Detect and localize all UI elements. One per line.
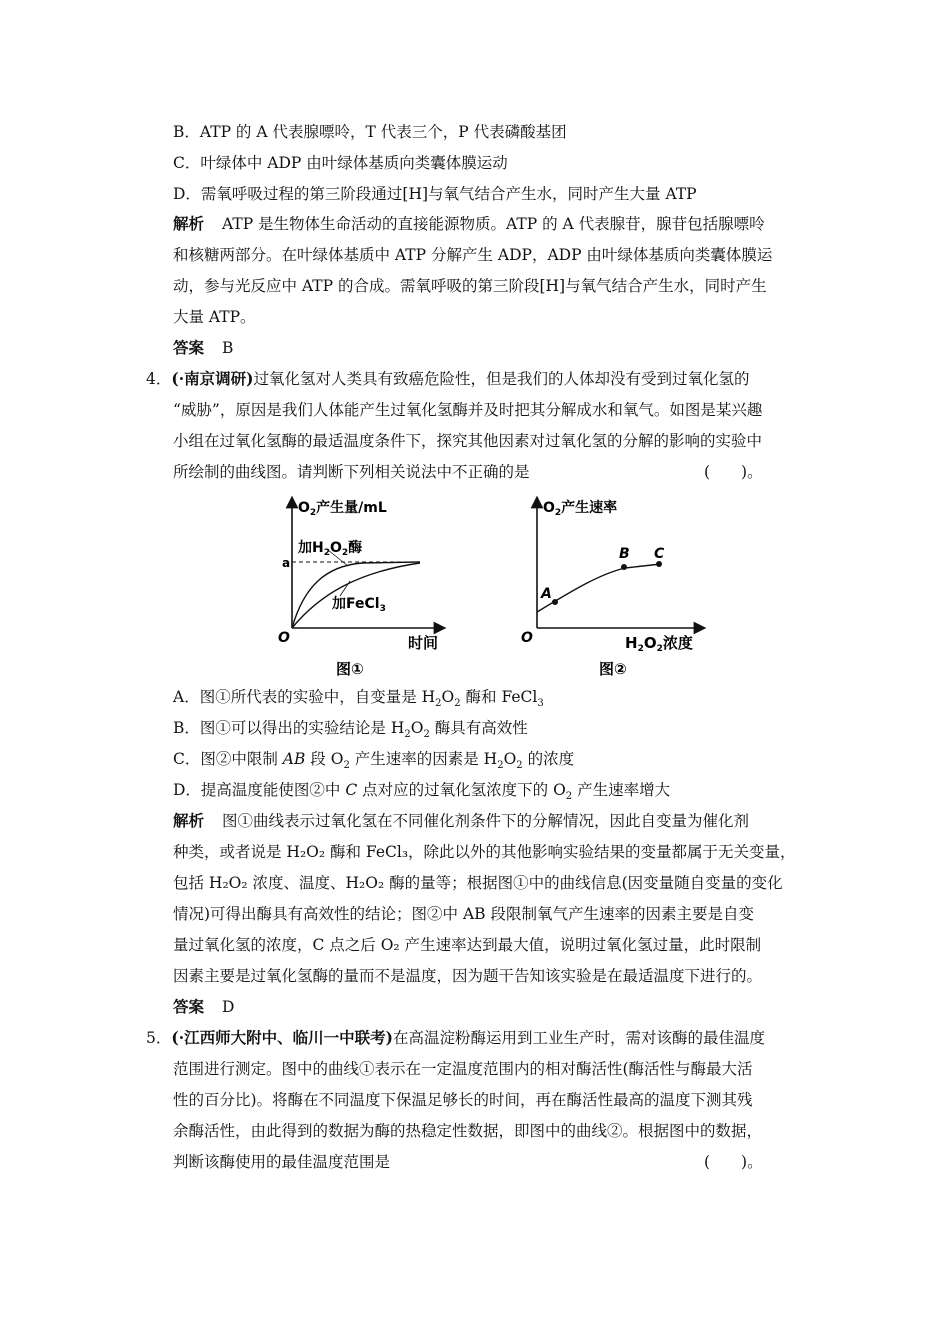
q4-stem-line-2: “威胁”，原因是我们人体能产生过氧化氢酶并及时把其分解成水和氧气。如图是某兴趣 <box>173 401 763 419</box>
q4-number: 4． <box>146 370 172 388</box>
q3-analysis-line-2: 和核糖两部分。在叶绿体基质中 ATP 分解产生 ADP，ADP 由叶绿体基质向类囊体膜运 <box>173 246 773 264</box>
q4-option-a: A．图①所代表的实验中，自变量是 $H_2O_2$ 酶和 FeCl$_3$ <box>173 688 544 710</box>
fig1-curve-enzyme <box>292 562 420 628</box>
q4-analysis-line-6: 因素主要是过氧化氢酶的量而不是温度，因为题干告知该实验是在最适温度下进行的。 <box>173 967 763 985</box>
fig1-origin: O <box>278 630 290 646</box>
fig2-y-label: $O_2$产生速率 <box>543 500 618 518</box>
fig1-caption: 图① <box>336 660 364 678</box>
q5-stem-line-2: 范围进行测定。图中的曲线①表示在一定温度范围内的相对酶活性(酶活性与酶最大活 <box>173 1060 753 1078</box>
q3-answer <box>173 338 233 358</box>
q4-analysis-line-1 <box>173 811 749 831</box>
q4-analysis-line-3: 包括 H₂O₂ 浓度、温度、H₂O₂ 酶的量等；根据图①中的曲线信息(因变量随自变量的变化 <box>173 874 783 892</box>
q4-analysis-line-5: 量过氧化氢的浓度，C 点之后 O₂ 产生速率达到最大值，说明过氧化氢过量，此时限制 <box>173 936 762 954</box>
q5-stem-line-1 <box>146 1028 765 1048</box>
q3-analysis-text-1: ATP 是生物体生命活动的直接能源物质。ATP 的 A 代表腺苷，腺苷包括腺嘌呤 <box>222 215 765 233</box>
fig2-label-a: A <box>541 586 552 602</box>
q3-option-d: D．需氧呼吸过程的第三阶段通过[H]与氧气结合产生水，同时产生大量 ATP <box>173 185 697 203</box>
q5-stem-line-4: 余酶活性，由此得到的数据为酶的热稳定性数据，即图中的曲线②。根据图中的数据， <box>173 1122 763 1140</box>
q3-analysis-line-1 <box>173 214 765 234</box>
q4-option-d: D．提高温度能使图②中 C 点对应的过氧化氢浓度下的 $O_2$ 产生速率增大 <box>173 781 671 803</box>
fig2-caption: 图② <box>599 660 627 678</box>
q4-analysis-label: 解析 <box>173 811 205 830</box>
q4-source: (·南京调研) <box>171 369 254 388</box>
q5-stem-line-3: 性的百分比)。将酶在不同温度下保温足够长的时间，再在酶活性最高的温度下测其残 <box>173 1091 753 1109</box>
q4-stem-line-1 <box>146 369 749 389</box>
q4-stem-line-4: 所绘制的曲线图。请判断下列相关说法中不正确的是 <box>173 463 530 481</box>
fig2-point-b <box>621 564 627 570</box>
fig1-y-label: $O_2$产生量/mL <box>298 500 387 518</box>
q4-analysis-line-2: 种类，或者说是 H₂O₂ 酶和 FeCl₃，除此以外的其他影响实验结果的变量都属于无关变量， <box>173 843 796 861</box>
fig1-a-label: a <box>282 556 291 570</box>
q3-analysis-label: 解析 <box>173 214 205 233</box>
fig2-label-b: B <box>619 546 630 562</box>
q4-analysis-line-4: 情况)可得出酶具有高效性的结论；图②中 AB 段限制氧气产生速率的因素主要是自变 <box>173 905 754 923</box>
fig2-point-a <box>552 599 558 605</box>
q4-option-b: B．图①可以得出的实验结论是 $H_2O_2$ 酶具有高效性 <box>173 719 528 741</box>
fig2-label-c: C <box>654 546 665 562</box>
q3-option-b: B．ATP 的 A 代表腺嘌呤，T 代表三个，P 代表磷酸基团 <box>173 123 567 141</box>
q4-analysis-text-1: 图①曲线表示过氧化氢在不同催化剂条件下的分解情况，因此自变量为催化剂 <box>222 812 750 830</box>
q3-answer-label: 答案 <box>173 338 205 357</box>
q4-option-c: C．图②中限制 AB 段 $O_2$ 产生速率的因素是 $H_2O_2$ 的浓度 <box>173 750 575 772</box>
q4-stem-line-3: 小组在过氧化氢酶的最适温度条件下，探究其他因素对过氧化氢的分解的影响的实验中 <box>173 432 763 450</box>
fig2-x-label: $H_2O_2$浓度 <box>625 634 693 654</box>
q4-stem-text-1: 过氧化氢对人类具有致癌危险性，但是我们的人体却没有受到过氧化氢的 <box>253 370 750 388</box>
q3-option-c: C．叶绿体中 ADP 由叶绿体基质向类囊体膜运动 <box>173 154 508 172</box>
q3-analysis-line-4: 大量 ATP。 <box>173 308 256 326</box>
fig1-x-label: 时间 <box>408 634 439 652</box>
q3-analysis-line-3: 动，参与光反应中 ATP 的合成。需氧呼吸的第三阶段[H]与氧气结合产生水，同时产生 <box>173 277 767 295</box>
fig1-label-pointer-2 <box>340 581 350 596</box>
fig2-origin: O <box>521 630 533 646</box>
fig1-curve-enzyme-label: 加$H_2O_2$酶 <box>298 540 363 558</box>
q4-figure-1 <box>270 494 460 684</box>
q5-stem-line-5: 判断该酶使用的最佳温度范围是 <box>173 1153 391 1171</box>
fig1-curve-fecl3-label: 加FeCl$_3$ <box>332 596 386 614</box>
q4-answer-label: 答案 <box>173 997 205 1016</box>
q5-stem-text-1: 在高温淀粉酶运用到工业生产时，需对该酶的最佳温度 <box>392 1029 765 1047</box>
q4-figure-2 <box>515 494 715 684</box>
q5-source: (·江西师大附中、临川一中联考) <box>171 1028 393 1047</box>
q4-answer-paren: ( )。 <box>704 463 763 481</box>
q3-answer-value: B <box>222 339 234 357</box>
q4-answer-value: D <box>222 998 235 1016</box>
q5-answer-paren: ( )。 <box>704 1153 763 1171</box>
q4-answer <box>173 997 234 1017</box>
q5-number: 5． <box>146 1029 172 1047</box>
